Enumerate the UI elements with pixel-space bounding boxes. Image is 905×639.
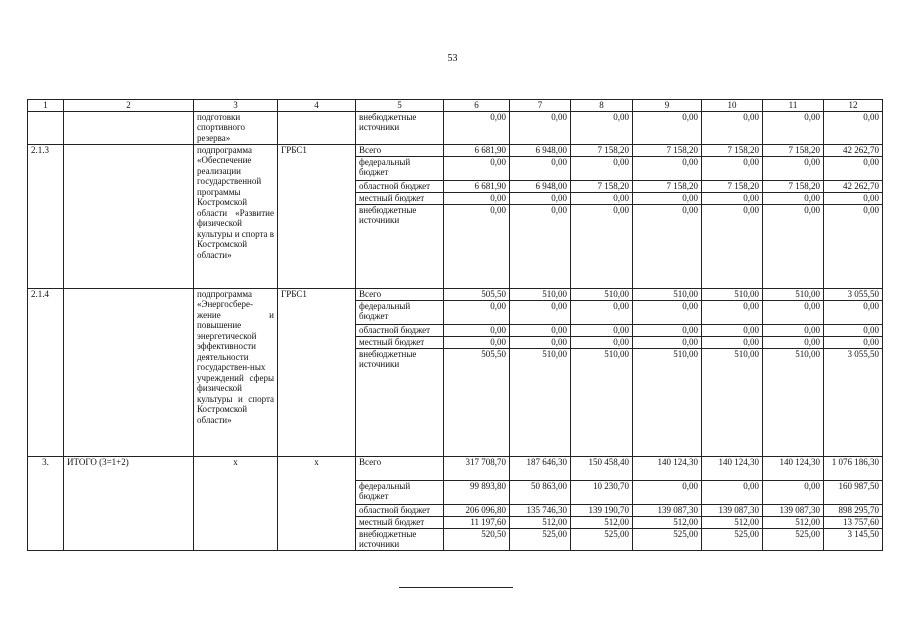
amount-cell: 0,00 bbox=[633, 192, 702, 204]
subprogram-2-1-3-row bbox=[28, 144, 883, 156]
amount-cell: 0,00 bbox=[510, 204, 571, 288]
funding-source-cell: внебюджетные источники bbox=[356, 528, 444, 550]
amount-cell: 0,00 bbox=[571, 300, 633, 324]
amount-cell: 512,00 bbox=[633, 516, 702, 528]
item-name-cell bbox=[64, 111, 194, 144]
header-cell: 5 bbox=[356, 100, 444, 112]
amount-cell: 0,00 bbox=[763, 111, 824, 144]
funding-source-cell: федеральный бюджет bbox=[356, 156, 444, 180]
amount-cell: 7 158,20 bbox=[702, 144, 763, 156]
funding-source-cell: местный бюджет bbox=[356, 192, 444, 204]
item-grbs-cell bbox=[278, 111, 356, 144]
funding-source-cell: федеральный бюджет bbox=[356, 480, 444, 504]
budget-table-body bbox=[28, 100, 883, 551]
item-name-cell bbox=[64, 288, 194, 456]
amount-cell: 0,00 bbox=[702, 300, 763, 324]
item-number-cell: 2.1.4 bbox=[28, 288, 64, 456]
amount-cell: 0,00 bbox=[571, 336, 633, 348]
amount-cell: 0,00 bbox=[763, 204, 824, 288]
amount-cell: 140 124,30 bbox=[633, 456, 702, 480]
amount-cell: 0,00 bbox=[702, 192, 763, 204]
funding-source-cell: внебюджетные источники bbox=[356, 348, 444, 456]
amount-cell: 0,00 bbox=[763, 336, 824, 348]
total-number-cell: 3. bbox=[28, 456, 64, 550]
amount-cell: 0,00 bbox=[763, 156, 824, 180]
amount-cell: 525,00 bbox=[510, 528, 571, 550]
amount-cell: 510,00 bbox=[702, 288, 763, 300]
amount-cell: 7 158,20 bbox=[571, 180, 633, 192]
budget-table bbox=[27, 99, 883, 551]
item-description-cell: подпрограмма «Обеспечение реализации государственной программы Костромской области «Развитие физической культуры и спорта в Костромской области» bbox=[194, 144, 278, 288]
amount-cell: 135 746,30 bbox=[510, 504, 571, 516]
amount-cell: 6 948,00 bbox=[510, 144, 571, 156]
funding-source-cell: Всего bbox=[356, 288, 444, 300]
amount-cell: 0,00 bbox=[571, 111, 633, 144]
item-description-cell: подготовки спортивного резерва» bbox=[194, 111, 278, 144]
amount-cell: 512,00 bbox=[510, 516, 571, 528]
funding-source-cell: внебюджетные источники bbox=[356, 204, 444, 288]
amount-cell: 0,00 bbox=[763, 480, 824, 504]
amount-cell: 0,00 bbox=[702, 156, 763, 180]
amount-cell: 0,00 bbox=[763, 300, 824, 324]
amount-cell: 3 055,50 bbox=[824, 288, 883, 300]
amount-cell: 7 158,20 bbox=[763, 180, 824, 192]
total-row bbox=[28, 456, 883, 480]
amount-cell: 0,00 bbox=[444, 300, 510, 324]
amount-cell: 0,00 bbox=[510, 324, 571, 336]
item-name-cell bbox=[64, 144, 194, 288]
amount-cell: 139 190,70 bbox=[571, 504, 633, 516]
amount-cell: 7 158,20 bbox=[633, 180, 702, 192]
amount-cell: 525,00 bbox=[763, 528, 824, 550]
amount-cell: 0,00 bbox=[702, 204, 763, 288]
amount-cell: 510,00 bbox=[571, 348, 633, 456]
amount-cell: 0,00 bbox=[444, 204, 510, 288]
amount-cell: 0,00 bbox=[510, 192, 571, 204]
amount-cell: 10 230,70 bbox=[571, 480, 633, 504]
amount-cell: 139 087,30 bbox=[633, 504, 702, 516]
funding-source-cell: внебюджетные источники bbox=[356, 111, 444, 144]
amount-cell: 510,00 bbox=[763, 348, 824, 456]
funding-source-cell: областной бюджет bbox=[356, 180, 444, 192]
amount-cell: 7 158,20 bbox=[571, 144, 633, 156]
amount-cell: 150 458,40 bbox=[571, 456, 633, 480]
amount-cell: 0,00 bbox=[633, 324, 702, 336]
header-cell: 6 bbox=[444, 100, 510, 112]
amount-cell: 512,00 bbox=[763, 516, 824, 528]
amount-cell: 0,00 bbox=[633, 300, 702, 324]
amount-cell: 0,00 bbox=[510, 336, 571, 348]
total-name-cell: ИТОГО (3=1+2) bbox=[64, 456, 194, 550]
amount-cell: 510,00 bbox=[763, 288, 824, 300]
amount-cell: 520,50 bbox=[444, 528, 510, 550]
amount-cell: 512,00 bbox=[571, 516, 633, 528]
amount-cell: 140 124,30 bbox=[763, 456, 824, 480]
amount-cell: 510,00 bbox=[571, 288, 633, 300]
amount-cell: 0,00 bbox=[824, 300, 883, 324]
funding-source-cell: Всего bbox=[356, 456, 444, 480]
header-cell: 8 bbox=[571, 100, 633, 112]
amount-cell: 42 262,70 bbox=[824, 144, 883, 156]
amount-cell: 0,00 bbox=[510, 156, 571, 180]
amount-cell: 6 681,90 bbox=[444, 144, 510, 156]
amount-cell: 510,00 bbox=[510, 288, 571, 300]
amount-cell: 0,00 bbox=[702, 111, 763, 144]
funding-source-cell: местный бюджет bbox=[356, 516, 444, 528]
amount-cell: 7 158,20 bbox=[763, 144, 824, 156]
amount-cell: 50 863,00 bbox=[510, 480, 571, 504]
item-number-cell bbox=[28, 111, 64, 144]
amount-cell: 0,00 bbox=[571, 192, 633, 204]
amount-cell: 3 055,50 bbox=[824, 348, 883, 456]
footnote-separator-line bbox=[399, 587, 513, 588]
funding-source-cell: областной бюджет bbox=[356, 324, 444, 336]
header-row bbox=[28, 100, 883, 112]
amount-cell: 7 158,20 bbox=[633, 144, 702, 156]
amount-cell: 99 893,80 bbox=[444, 480, 510, 504]
amount-cell: 0,00 bbox=[824, 156, 883, 180]
amount-cell: 6 948,00 bbox=[510, 180, 571, 192]
amount-cell: 0,00 bbox=[824, 324, 883, 336]
header-cell: 7 bbox=[510, 100, 571, 112]
amount-cell: 0,00 bbox=[633, 156, 702, 180]
amount-cell: 505,50 bbox=[444, 348, 510, 456]
amount-cell: 0,00 bbox=[702, 480, 763, 504]
amount-cell: 7 158,20 bbox=[702, 180, 763, 192]
amount-cell: 0,00 bbox=[571, 324, 633, 336]
amount-cell: 0,00 bbox=[444, 111, 510, 144]
amount-cell: 0,00 bbox=[633, 111, 702, 144]
amount-cell: 0,00 bbox=[824, 336, 883, 348]
amount-cell: 13 757,60 bbox=[824, 516, 883, 528]
amount-cell: 898 295,70 bbox=[824, 504, 883, 516]
amount-cell: 525,00 bbox=[571, 528, 633, 550]
amount-cell: 505,50 bbox=[444, 288, 510, 300]
amount-cell: 160 987,50 bbox=[824, 480, 883, 504]
item-grbs-cell: ГРБС1 bbox=[278, 288, 356, 456]
header-cell: 1 bbox=[28, 100, 64, 112]
amount-cell: 0,00 bbox=[444, 156, 510, 180]
header-cell: 3 bbox=[194, 100, 278, 112]
amount-cell: 510,00 bbox=[633, 288, 702, 300]
amount-cell: 512,00 bbox=[702, 516, 763, 528]
amount-cell: 0,00 bbox=[444, 324, 510, 336]
amount-cell: 0,00 bbox=[633, 336, 702, 348]
amount-cell: 0,00 bbox=[824, 111, 883, 144]
header-cell: 4 bbox=[278, 100, 356, 112]
amount-cell: 206 096,80 bbox=[444, 504, 510, 516]
header-cell: 2 bbox=[64, 100, 194, 112]
total-col4-cell: х bbox=[278, 456, 356, 550]
amount-cell: 510,00 bbox=[633, 348, 702, 456]
continued-row bbox=[28, 111, 883, 144]
amount-cell: 0,00 bbox=[702, 324, 763, 336]
amount-cell: 3 145,50 bbox=[824, 528, 883, 550]
amount-cell: 317 708,70 bbox=[444, 456, 510, 480]
funding-source-cell: местный бюджет bbox=[356, 336, 444, 348]
header-cell: 10 bbox=[702, 100, 763, 112]
amount-cell: 0,00 bbox=[824, 192, 883, 204]
item-description-cell: подпрограмма «Энергосбере-жение и повышение энергетической эффективности деятельности государствен-ных учреждений сферы физической культуры и спорта Костромской области» bbox=[194, 288, 278, 456]
header-cell: 9 bbox=[633, 100, 702, 112]
amount-cell: 0,00 bbox=[510, 111, 571, 144]
amount-cell: 140 124,30 bbox=[702, 456, 763, 480]
amount-cell: 510,00 bbox=[702, 348, 763, 456]
header-cell: 12 bbox=[824, 100, 883, 112]
amount-cell: 139 087,30 bbox=[702, 504, 763, 516]
amount-cell: 0,00 bbox=[633, 204, 702, 288]
amount-cell: 510,00 bbox=[510, 348, 571, 456]
funding-source-cell: федеральный бюджет bbox=[356, 300, 444, 324]
item-number-cell: 2.1.3 bbox=[28, 144, 64, 288]
amount-cell: 0,00 bbox=[444, 192, 510, 204]
amount-cell: 42 262,70 bbox=[824, 180, 883, 192]
item-grbs-cell: ГРБС1 bbox=[278, 144, 356, 288]
amount-cell: 6 681,90 bbox=[444, 180, 510, 192]
amount-cell: 525,00 bbox=[633, 528, 702, 550]
amount-cell: 0,00 bbox=[763, 192, 824, 204]
amount-cell: 1 076 186,30 bbox=[824, 456, 883, 480]
amount-cell: 0,00 bbox=[510, 300, 571, 324]
amount-cell: 139 087,30 bbox=[763, 504, 824, 516]
subprogram-2-1-4-row bbox=[28, 288, 883, 300]
amount-cell: 0,00 bbox=[824, 204, 883, 288]
amount-cell: 187 646,30 bbox=[510, 456, 571, 480]
total-col3-cell: х bbox=[194, 456, 278, 550]
amount-cell: 0,00 bbox=[571, 156, 633, 180]
amount-cell: 0,00 bbox=[702, 336, 763, 348]
amount-cell: 0,00 bbox=[571, 204, 633, 288]
page-number: 53 bbox=[447, 53, 458, 64]
funding-source-cell: Всего bbox=[356, 144, 444, 156]
funding-source-cell: областной бюджет bbox=[356, 504, 444, 516]
amount-cell: 0,00 bbox=[633, 480, 702, 504]
amount-cell: 525,00 bbox=[702, 528, 763, 550]
amount-cell: 11 197,60 bbox=[444, 516, 510, 528]
header-cell: 11 bbox=[763, 100, 824, 112]
amount-cell: 0,00 bbox=[444, 336, 510, 348]
amount-cell: 0,00 bbox=[763, 324, 824, 336]
